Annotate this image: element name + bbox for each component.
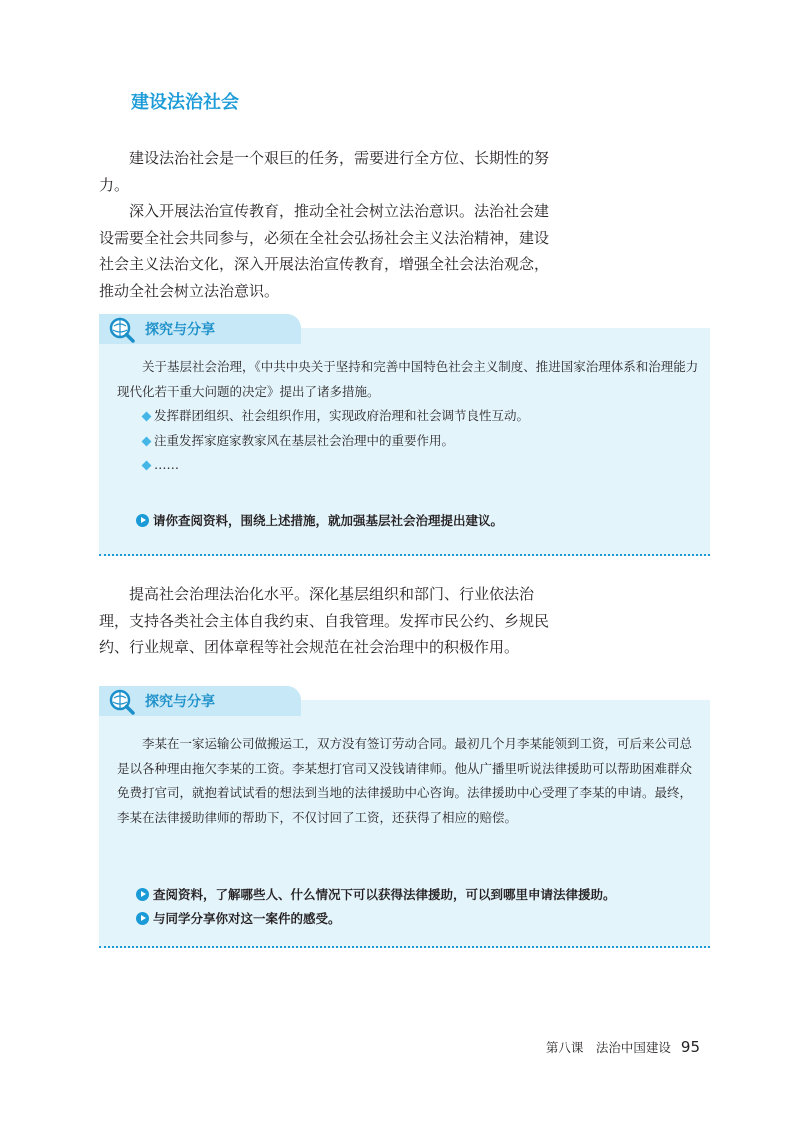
middle-text — [99, 581, 559, 661]
intro-paragraph-1: 建设法治社会是一个艰巨的任务，需要进行全方位、长期性的努力。 — [99, 149, 550, 194]
inquiry-title: 探究与分享 — [145, 694, 215, 710]
section-heading: 建设法治社会 — [131, 92, 239, 113]
chapter-label: 第八课 法治中国建设 — [545, 1040, 671, 1055]
list-item: 发挥群团组织、社会组织作用，实现政府治理和社会调节良性互动。 — [117, 404, 702, 429]
inquiry-paragraph: 关于基层社会治理，《中共中央关于坚持和完善中国特色社会主义制度、推进国家治理体系和治理能力现代化若干重大问题的决定》提出了诸多措施。 — [117, 359, 699, 399]
middle-paragraph: 提高社会治理法治化水平。深化基层组织和部门、行业依法治理，支持各类社会主体自我约束、自我管理。发挥市民公约、乡规民约、行业规章、团体章程等社会规范在社会治理中的积极作用。 — [99, 585, 550, 656]
inquiry-box-2 — [99, 694, 710, 948]
inquiry-title: 探究与分享 — [145, 322, 215, 338]
page-footer — [546, 1038, 700, 1056]
case-paragraph: 李某在一家运输公司做搬运工，双方没有签订劳动合同。最初几个月李某能领到工资，可后来公司总是以各种理由拖欠李某的工资。李某想打官司又没钱请律师。他从广播里听说法律援助可以帮助困难群众免费打官司，就抱着试试看的想法到当地的法律援助中心咨询。法律援助中心受理了李某的申请。最终，李某在法律援助律师的帮助下，不仅讨回了工资，还获得了相应的赔偿。 — [117, 736, 693, 825]
inquiry-content — [117, 732, 702, 830]
diamond-bullet-icon — [142, 412, 152, 422]
inquiry-prompt: 请你查阅资料，围绕上述措施，就加强基层社会治理提出建议。 — [136, 511, 503, 529]
diamond-bullet-icon — [142, 461, 152, 471]
arrow-bullet-icon — [136, 912, 149, 925]
magnifier-globe-icon — [109, 317, 135, 343]
inquiry-content — [117, 355, 702, 478]
arrow-bullet-icon — [136, 888, 149, 901]
inquiry-prompt: 查阅资料，了解哪些人、什么情况下可以获得法律援助，可以到哪里申请法律援助。 — [136, 885, 616, 903]
dotted-divider — [99, 946, 710, 948]
diamond-bullet-icon — [142, 436, 152, 446]
magnifier-globe-icon — [109, 689, 135, 715]
dotted-divider — [99, 554, 710, 556]
inquiry-prompt: 与同学分享你对这一案件的感受。 — [136, 909, 341, 927]
inquiry-box-1 — [99, 322, 710, 556]
list-item: …… — [117, 453, 702, 478]
measure-list — [117, 404, 702, 478]
intro-paragraph-2: 深入开展法治宣传教育，推动全社会树立法治意识。法治社会建设需要全社会共同参与，必须在全社会弘扬社会主义法治精神，建设社会主义法治文化，深入开展法治宣传教育，增强全社会法治观念，推动全社会树立法治意识。 — [99, 202, 550, 300]
list-item: 注重发挥家庭家教家风在基层社会治理中的重要作用。 — [117, 429, 702, 454]
intro-text — [99, 145, 559, 304]
arrow-bullet-icon — [136, 514, 149, 527]
page-number: 95 — [680, 1038, 700, 1056]
